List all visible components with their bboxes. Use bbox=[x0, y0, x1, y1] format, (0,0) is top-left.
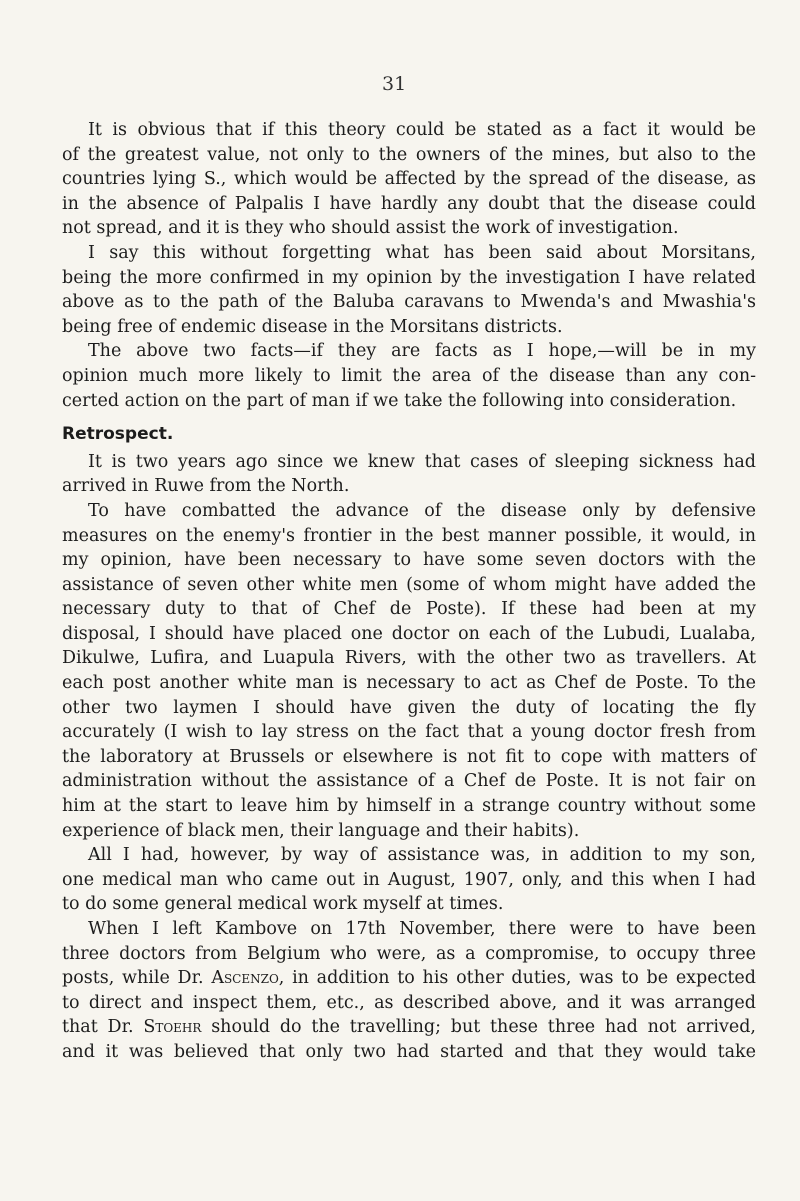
text-line: and it was believed that only two had started and that they would take bbox=[62, 1041, 756, 1062]
text-line bbox=[62, 1015, 756, 1040]
text-line: countries lying S., which would be affected by the spread of the disease, as bbox=[62, 169, 756, 190]
text-line: to do some general medical work myself at times. bbox=[62, 894, 504, 915]
text-fragment: that Dr. bbox=[62, 1017, 134, 1038]
text-line: When I left Kambove on 17th November, there were to have been bbox=[88, 919, 756, 939]
text-fragment: , in addition to his other duties, was to be expected bbox=[278, 968, 756, 989]
text-line: I say this without forgetting what has been said about Morsitans, bbox=[88, 242, 756, 263]
page-number: 31 bbox=[382, 73, 407, 95]
text-line: opinion much more likely to limit the area of the disease than any con- bbox=[62, 365, 756, 386]
paragraph-morsitans bbox=[62, 241, 756, 339]
text-fragment: should do the travelling; but these three had not arrived, bbox=[201, 1017, 756, 1038]
text-line: each post another white man is necessary to act as Chef de Poste. To the bbox=[62, 673, 756, 694]
text-line: my opinion, have been necessary to have some seven doctors with the bbox=[62, 550, 756, 571]
text-line: to direct and inspect them, etc., as described above, and it was arranged bbox=[62, 992, 756, 1013]
text-line: being the more confirmed in my opinion by the investigation I have related bbox=[62, 267, 756, 288]
body-text bbox=[62, 118, 756, 1065]
text-line: above as to the path of the Baluba caravans to Mwenda's and Mwashia's bbox=[62, 292, 756, 313]
paragraph-kambove bbox=[62, 917, 756, 1065]
text-line: certed action on the part of man if we take the following into consideration. bbox=[62, 390, 737, 411]
text-line: arrived in Ruwe from the North. bbox=[62, 476, 350, 497]
text-line: It is obvious that if this theory could be stated as a fact it would be bbox=[88, 120, 756, 140]
text-line: him at the start to leave him by himself in a strange country without some bbox=[62, 796, 756, 817]
text-line: experience of black men, their language and their habits). bbox=[62, 820, 580, 841]
paragraph-defensive-measures bbox=[62, 499, 756, 843]
text-line: To have combatted the advance of the disease only by defensive bbox=[88, 500, 756, 521]
text-line: measures on the enemy's frontier in the best manner possible, it would, in bbox=[62, 525, 756, 546]
text-line: necessary duty to that of Chef de Poste). If these had been at my bbox=[62, 599, 756, 620]
text-line: accurately (I wish to lay stress on the fact that a young doctor fresh from bbox=[62, 722, 756, 743]
text-line: Dikulwe, Lufira, and Luapula Rivers, with the other two as travellers. At bbox=[62, 648, 756, 669]
text-line: being free of endemic disease in the Morsitans districts. bbox=[62, 316, 563, 337]
text-line bbox=[62, 966, 756, 991]
text-line: in the absence of Palpalis I have hardly any doubt that the disease could bbox=[62, 193, 756, 214]
text-line: The above two facts—if they are facts as I hope,—will be in my bbox=[88, 341, 756, 362]
text-line: one medical man who came out in August, 1907, only, and this when I had bbox=[62, 869, 756, 890]
text-line: All I had, however, by way of assistance was, in addition to my son, bbox=[88, 845, 756, 866]
paragraph-theory bbox=[62, 118, 756, 241]
section-heading: Retrospect. bbox=[62, 424, 174, 445]
text-fragment: posts, while Dr. bbox=[62, 968, 204, 989]
text-line: the laboratory at Brussels or elsewhere is not fit to cope with matters of bbox=[62, 746, 756, 767]
person-name-ascenzo: Ascenzo bbox=[211, 968, 279, 989]
text-line: not spread, and it is they who should assist the work of investigation. bbox=[62, 218, 679, 239]
text-line: disposal, I should have placed one doctor on each of the Lubudi, Lualaba, bbox=[62, 623, 756, 644]
person-name-stoehr: Stoehr bbox=[143, 1017, 202, 1038]
paragraph-two-years bbox=[62, 450, 756, 499]
text-line: other two laymen I should have given the duty of locating the fly bbox=[62, 697, 756, 718]
paragraph-facts bbox=[62, 339, 756, 413]
text-line: It is two years ago since we knew that cases of sleeping sickness had bbox=[88, 451, 756, 472]
text-line: of the greatest value, not only to the owners of the mines, but also to the bbox=[62, 144, 756, 165]
text-line: three doctors from Belgium who were, as a compromise, to occupy three bbox=[62, 943, 756, 964]
text-line: assistance of seven other white men (some of whom might have added the bbox=[62, 574, 756, 595]
paragraph-assistance bbox=[62, 843, 756, 917]
text-line: administration without the assistance of a Chef de Poste. It is not fair on bbox=[62, 771, 756, 792]
